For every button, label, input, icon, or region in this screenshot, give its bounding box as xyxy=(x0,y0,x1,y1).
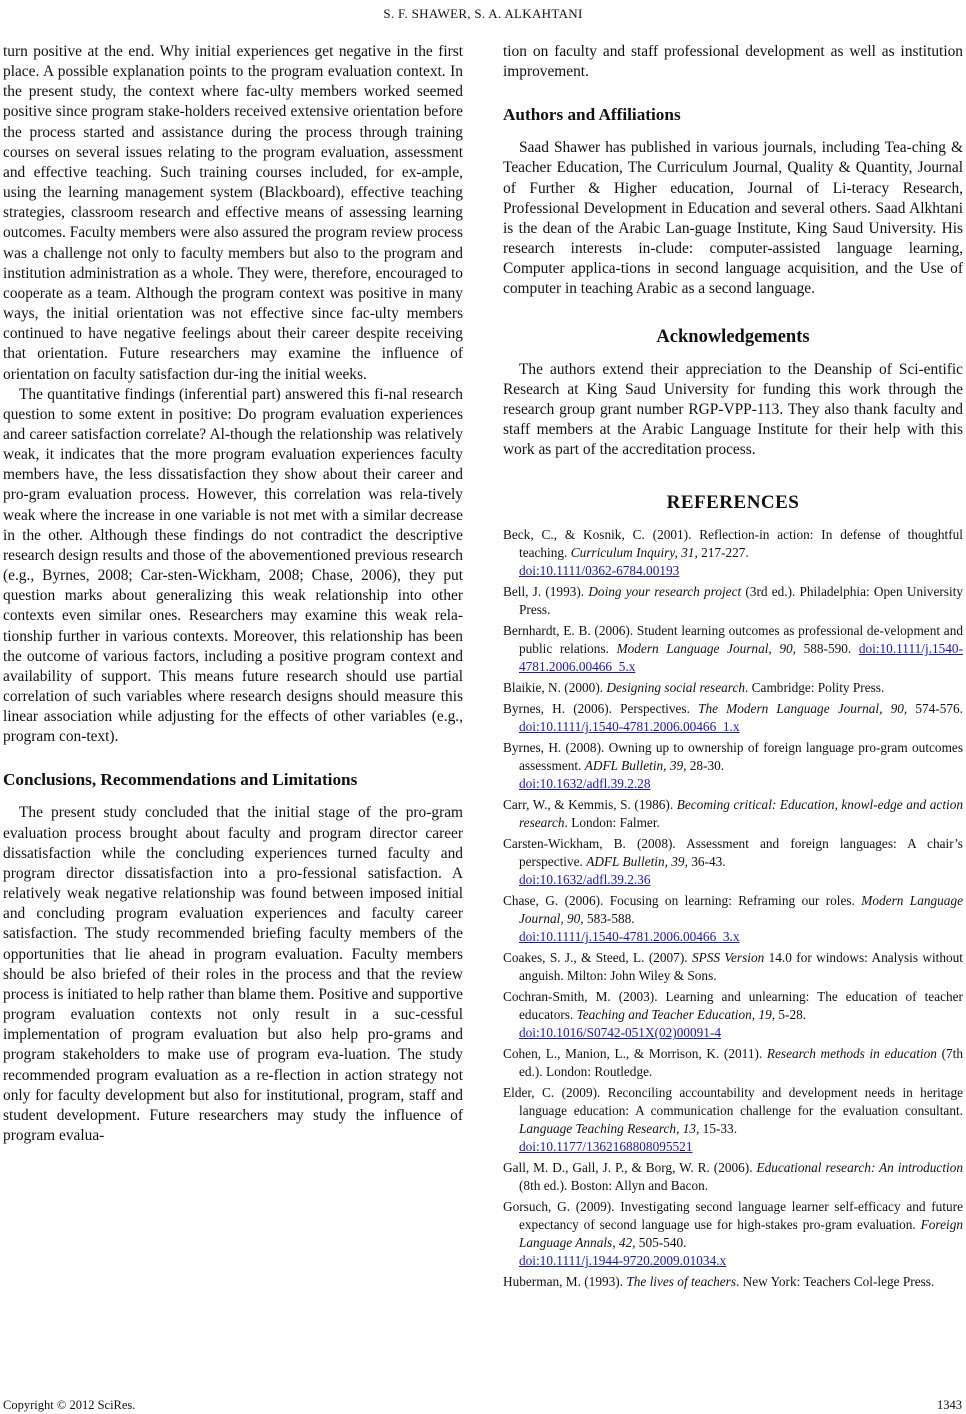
conclusions-heading: Conclusions, Recommendations and Limitations xyxy=(3,770,358,790)
copyright-footer: Copyright © 2012 SciRes. xyxy=(3,1398,136,1412)
doi-link[interactable]: doi:10.1111/0362-6784.00193 xyxy=(519,563,680,579)
conclusions-paragraph: The present study concluded that the initial stage of the pro-gram evaluation process brought about faculty and program director career dissatisfaction while the concluding experiences turned faculty and program director dissatisfaction into a pro-fessional satisfaction. A relatively weak negative relationship was found between imposed initial and concluding program evaluation experiences and faculty career satisfaction. The study recommended briefing faculty members of the opportunities that lie ahead in program evaluation. Faculty members should be also briefed of their roles in the process and that the review process is initiated to help rather than blame them. Positive and supportive program evaluation contexts not only result in a suc-cessful implementation of program evaluation but also help pro-grams and program stakeholders to make use of program eva-luation. The study recommended program evaluation as a re-flection in action strategy not only for faculty development but also for institutional, program, staff and student development. Future researchers may study the influence of program evalua- xyxy=(3,804,463,1144)
page-number: 1343 xyxy=(937,1398,962,1412)
reference-source: The lives of teachers xyxy=(626,1274,737,1290)
reference-detail: 5-28. xyxy=(775,1007,807,1023)
reference-text: Huberman, M. (1993). xyxy=(503,1274,627,1290)
left-column xyxy=(3,42,463,1146)
right-column xyxy=(503,42,963,1294)
reference-source: Modern Language Journal, 90, xyxy=(519,893,963,927)
reference-text: Bell, J. (1993). xyxy=(503,584,589,600)
reference-detail: (7th ed.). London: Routledge. xyxy=(519,1046,963,1080)
reference-detail: (8th ed.). Boston: Allyn and Bacon. xyxy=(519,1178,709,1194)
reference-source: Modern Language Journal, 90, xyxy=(616,641,796,657)
reference-source: The Modern Language Journal, 90, xyxy=(698,701,908,717)
reference-detail: . London: Falmer. xyxy=(564,815,660,831)
reference-source: Curriculum Inquiry, 31, xyxy=(570,545,698,561)
reference-source: ADFL Bulletin, 39, xyxy=(586,854,688,870)
reference-text: Coakes, S. J., & Steed, L. (2007). xyxy=(503,950,692,966)
reference-source: Designing social research xyxy=(606,680,746,696)
reference-detail: 588-590. xyxy=(795,641,859,657)
reference-detail: 217-227. xyxy=(697,545,749,561)
doi-link[interactable]: doi:10.1111/j.1944-9720.2009.01034.x xyxy=(519,1253,727,1269)
doi-link[interactable]: doi:10.1632/adfl.39.2.36 xyxy=(519,872,651,888)
reference-text: Carsten-Wickham, B. (2008). Assessment and foreign languages: A chair’s perspective. xyxy=(503,836,963,870)
reference-source: Educational research: An introduction xyxy=(756,1160,964,1176)
reference-entry xyxy=(503,796,963,832)
reference-text: Beck, C., & Kosnik, C. (2001). Reflection-in action: In defense of thoughtful teaching. xyxy=(503,527,963,561)
reference-entry xyxy=(503,526,963,580)
reference-text: Bernhardt, E. B. (2006). Student learning outcomes as professional de-velopment and public relations. xyxy=(503,623,963,657)
reference-detail: 15-33. xyxy=(699,1121,738,1137)
doi-link[interactable]: doi:10.1016/S0742-051X(02)00091-4 xyxy=(519,1025,722,1041)
reference-text: Elder, C. (2009). Reconciling accountability and development needs in heritage language education: A communication challenge for the evaluation consultant. xyxy=(503,1085,963,1119)
acknowledgements-heading: Acknowledgements xyxy=(656,326,810,347)
reference-text: Gall, M. D., Gall, J. P., & Borg, W. R. (2006). xyxy=(503,1160,757,1176)
reference-detail: 583-588. xyxy=(583,911,635,927)
reference-source: ADFL Bulletin, 39, xyxy=(584,758,687,774)
doi-link[interactable]: doi:10.1111/j.1540-4781.2006.00466_3.x xyxy=(519,929,740,945)
reference-entry xyxy=(503,1084,963,1156)
reference-text: Byrnes, H. (2006). Perspectives. xyxy=(503,701,699,717)
reference-entry xyxy=(503,988,963,1042)
reference-detail: . New York: Teachers Col-lege Press. xyxy=(736,1274,935,1290)
reference-entry xyxy=(503,1159,963,1195)
reference-detail: (3rd ed.). Philadelphia: Open University Press. xyxy=(519,584,963,618)
doi-link[interactable]: doi:10.1177/1362168808095521 xyxy=(519,1139,693,1155)
reference-detail: 505-540. xyxy=(635,1235,687,1251)
reference-entry xyxy=(503,679,963,697)
reference-source: Language Teaching Research, 13, xyxy=(519,1121,700,1137)
reference-entry xyxy=(503,1198,963,1270)
reference-text: Blaikie, N. (2000). xyxy=(503,680,607,696)
reference-entry xyxy=(503,892,963,946)
reference-text: Chase, G. (2006). Focusing on learning: Reframing our roles. xyxy=(503,893,862,909)
reference-entry xyxy=(503,1273,963,1291)
reference-entry xyxy=(503,622,963,676)
reference-text: Cohen, L., Manion, L., & Morrison, K. (2011). xyxy=(503,1046,767,1062)
authors-paragraph: Saad Shawer has published in various journals, including Tea-ching & Teacher Education, The Curriculum Journal, Quality & Quantity, Journal of Further & Higher education, Journal of Li-teracy Research, Professional Development in Education and several others. Saad Alkhtani is the dean of the Arabic Lan-guage Institute, King Saud University. His research interests in-clude: computer-assisted language learning, Computer applica-tions in second language acquisition, and the Use of computer in teaching Arabic as a second language. xyxy=(503,139,963,298)
running-head: S. F. SHAWER, S. A. ALKAHTANI xyxy=(383,6,583,21)
reference-entry xyxy=(503,1045,963,1081)
reference-entry xyxy=(503,583,963,619)
reference-text: Byrnes, H. (2008). Owning up to ownership of foreign language pro-gram outcomes assessment. xyxy=(503,740,963,774)
acknowledgements-paragraph: The authors extend their appreciation to the Deanship of Sci-entific Research at King Saud University for funding this work through the research group grant number RGP-VPP-113. They also thank faculty and staff members at the Arabic Language Institute for their help with this work as part of the accreditation process. xyxy=(503,360,963,459)
references-heading: REFERENCES xyxy=(666,492,800,514)
reference-detail: 28-30. xyxy=(686,758,725,774)
reference-entry xyxy=(503,949,963,985)
reference-entry xyxy=(503,835,963,889)
doi-link[interactable]: doi:10.1111/j.1540-4781.2006.00466_5.x xyxy=(519,641,963,675)
reference-source: Becoming critical: Education, knowl-edge and action research xyxy=(519,797,964,831)
paragraph-continuation-right: tion on faculty and staff professional development as well as institution improvement. xyxy=(503,43,963,81)
doi-link[interactable]: doi:10.1111/j.1540-4781.2006.00466_1.x xyxy=(519,719,740,735)
reference-detail: . Cambridge: Polity Press. xyxy=(745,680,885,696)
reference-entry xyxy=(503,700,963,736)
reference-entry xyxy=(503,739,963,793)
reference-detail: 36-43. xyxy=(687,854,726,870)
reference-source: SPSS Version xyxy=(691,950,765,966)
reference-source: Foreign Language Annals, 42, xyxy=(519,1217,963,1251)
reference-detail: 574-576. xyxy=(907,701,964,717)
paragraph-continuation: turn positive at the end. Why initial experiences get negative in the first place. A possible explanation points to the program evaluation context. In the present study, the context where fac-ulty members worked seemed positive since program stake-holders received extensive orientation before the process started and assistance during the process through training courses on several issues relating to the program evaluation, assessment and effective teaching. Such training courses included, for ex-ample, using the learning management system (Blackboard), effective teaching strategies, classroom research and effective means of assessing learning outcomes. Faculty members were also assured the program review process was a challenge not only to faculty members but also to the program and institution administration as a whole. They were, therefore, encouraged to cooperate as a team. Although the program context was positive in many ways, the initial orientation was not effective since fac-ulty members continued to have negative feelings about their career despite receiving that orientation. Future researchers may examine the influence of orientation on faculty satisfaction dur-ing the initial weeks. xyxy=(3,43,463,383)
reference-detail: 14.0 for windows: Analysis without anguish. Milton: John Wiley & Sons. xyxy=(519,950,963,984)
authors-heading: Authors and Affiliations xyxy=(503,105,681,125)
paragraph-quantitative-findings: The quantitative findings (inferential part) answered this fi-nal research question to some extent in positive: Do program evaluation experiences and career satisfaction correlate? Al-though the relationship was relatively weak, it indicates that the more program evaluation experiences faculty members have, the less dissatisfaction they show about their career and pro-gram evaluation process. However, this correlation was rela-tively weak where the increase in one variable is not met with a similar decrease in the other. Although these findings do not contradict the descriptive research design results and those of the abovementioned previous research (e.g., Byrnes, 2008; Car-sten-Wickham, 2008; Chase, 2006), they put question marks about generalizing this weak relationship into other contexts even similar ones. Researchers may examine this weak rela-tionship further in various contexts. Moreover, this relationship has been the outcome of various factors, including a positive program context and availability of support. This means future research should use partial correlation of such variables where research designs should measure this linear association while adjusting for the effects of other variables (e.g., program con-text). xyxy=(3,385,463,746)
reference-text: Gorsuch, G. (2009). Investigating second language learner self-efficacy and future expectancy of second language use for high-stakes pro-gram evaluation. xyxy=(503,1199,963,1233)
reference-source: Research methods in education xyxy=(766,1046,937,1062)
doi-link[interactable]: doi:10.1632/adfl.39.2.28 xyxy=(519,776,651,792)
reference-text: Cochran-Smith, M. (2003). Learning and unlearning: The education of teacher educators. xyxy=(503,989,963,1023)
reference-source: Teaching and Teacher Education, 19, xyxy=(576,1007,776,1023)
references-list xyxy=(503,526,963,1291)
reference-text: Carr, W., & Kemmis, S. (1986). xyxy=(503,797,677,813)
reference-source: Doing your research project xyxy=(588,584,742,600)
